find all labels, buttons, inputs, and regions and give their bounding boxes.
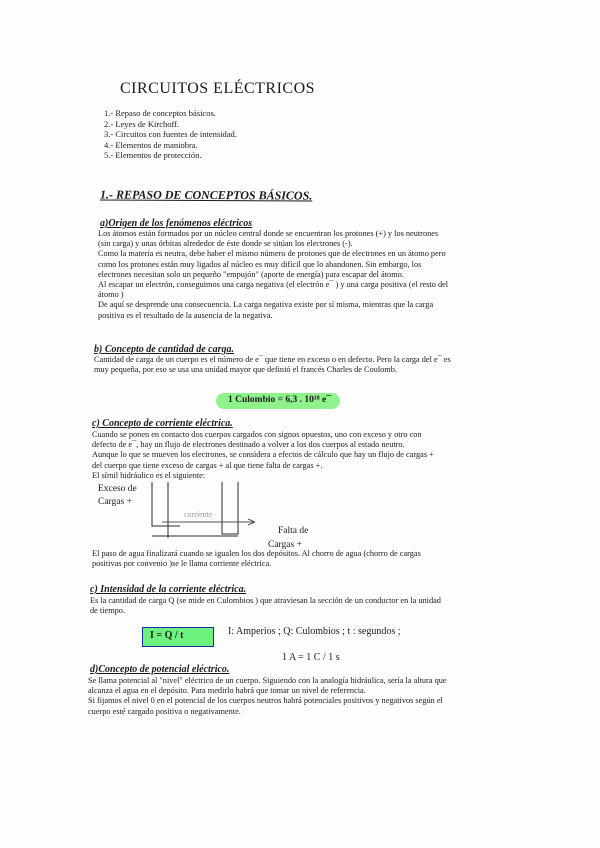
text-line: Los átomos están formados por un núcleo central donde se encuentran los protones (+) y los neutrones (98, 229, 439, 238)
text-line: Cantidad de carga de un cuerpo es el número de e¯ que tiene en exceso o en defecto. Pero la carga del e¯ es (94, 355, 451, 364)
toc-item: 3.- Circuitos con fuentes de intensidad. (104, 129, 237, 140)
text-line: alcanza el agua en el depósito. Para medirlo habrá que tomar un nivel de referencia. (88, 686, 366, 696)
toc-item: 1.- Repaso de conceptos básicos. (104, 108, 216, 118)
text-line: como los protones están muy ligados al núcleo es muy difícil que lo abandonen. Sin embargo, los (98, 259, 422, 269)
section-heading: 1.- REPASO DE CONCEPTOS BÁSICOS. (99, 187, 313, 203)
diagram-label-lack-charge: Cargas + (268, 540, 302, 550)
text-line: Al escapar un electrón, conseguimos una carga negativa (el electrón e¯ ) y una carga positiva (el resto del (98, 280, 449, 290)
units-legend: I: Amperios ; Q: Culombios ; t : segundos ; (228, 626, 401, 637)
table-of-contents (104, 108, 237, 161)
unit-equivalence: 1 A = 1 C / 1 s (282, 652, 340, 663)
subsection-heading-intensity: c) Intensidad de la corriente eléctrica. (90, 584, 247, 595)
text-line: Se llama potencial al "nivel" eléctrico de un cuerpo. Siguiendo con la analogía hidráulica, sería la altura que (88, 676, 447, 685)
paragraph-current-after (92, 549, 421, 569)
diagram-label-current: corriente (184, 510, 213, 519)
left-tank-outline (152, 482, 180, 536)
diagram-label-excess-charge: Cargas + (98, 497, 132, 507)
subsection-heading-current: c) Concepto de corriente eléctrica. (92, 418, 233, 429)
paragraph-potential (88, 676, 447, 717)
diagram-label-lack: Falta de (278, 526, 309, 536)
text-line: de tiempo. (90, 606, 126, 616)
text-line: defecto de e¯, hay un flujo de electrones destinado a volver a los dos cuerpos al estado neutro. (92, 440, 405, 450)
paragraph-charge (94, 355, 451, 375)
subsection-heading-origin: a)Origen de los fenómenos eléctricos (100, 218, 253, 229)
document-title: CIRCUITOS ELÉCTRICOS (120, 80, 316, 97)
text-line: Como la materia es neutra, debe haber el mismo número de protones que de electrones en un átomo pero (98, 249, 446, 259)
text-line: átomo ) (98, 290, 124, 300)
text-line: Si fijamos el nivel 0 en el potencial de los cuerpos neutros habrá potenciales positivos y negativos según el (88, 696, 443, 706)
subsection-heading-charge: b) Concepto de cantidad de carga. (94, 344, 234, 355)
text-line: electrones necesitan solo un pequeño "empujón" (aporte de energía) para escapar del átomo. (98, 269, 404, 279)
text-line: (sin carga) y unas órbitas alrededor de éste donde se sitúan los electrones (-). (98, 239, 353, 249)
text-line: De aquí se desprende una consecuencia. La carga negativa existe por sí misma, mientras que la carga (98, 300, 434, 310)
text-line: del cuerpo que tiene exceso de cargas + al que tiene falta de cargas +. (92, 460, 323, 470)
text-line: El paso de agua finalizará cuando se igualen los dos depósitos. Al chorro de agua (chorro de cargas (92, 549, 421, 558)
subsection-heading-potential: d)Concepto de potencial eléctrico. (90, 664, 230, 675)
text-line: El símil hidráulico es el siguiente: (92, 470, 206, 480)
paragraph-origin (98, 229, 448, 321)
text-line: Aunque lo que se mueven los electrones, se considera a efectos de cálculo que hay un flujo de cargas + (92, 450, 434, 460)
text-line: Es la cantidad de carga Q (se mide en Culombios ) que atraviesan la sección de un conductor en la unidad (90, 596, 441, 605)
text-line: muy pequeña, por eso se usa una unidad mayor que definió el francés Charles de Coulomb. (94, 365, 397, 375)
text-line: cuerpo esté cargado positiva o negativamente. (88, 706, 241, 716)
right-tank-outline (222, 482, 238, 534)
diagram-label-excess: Exceso de (98, 484, 137, 494)
text-line: Cuando se ponen en contacto dos cuerpos cargados con signos opuestos, uno con exceso y otro con (92, 430, 422, 439)
text-line: positivas por convenio )se le llama corriente eléctrica. (92, 559, 272, 569)
text-line: positiva es el resultado de la ausencia de la negativa. (98, 310, 273, 320)
toc-item: 2.- Leyes de Kirchoff. (104, 118, 180, 129)
paragraph-current (92, 430, 434, 481)
paragraph-intensity (90, 596, 441, 616)
coulomb-definition: 1 Culombio = 6,3 . 10¹⁸ e¯ (228, 395, 331, 405)
toc-item: 5.- Elementos de protección. (104, 150, 202, 161)
toc-item: 4.- Elementos de maniobra. (104, 139, 198, 150)
intensity-formula: I = Q / t (150, 630, 184, 641)
